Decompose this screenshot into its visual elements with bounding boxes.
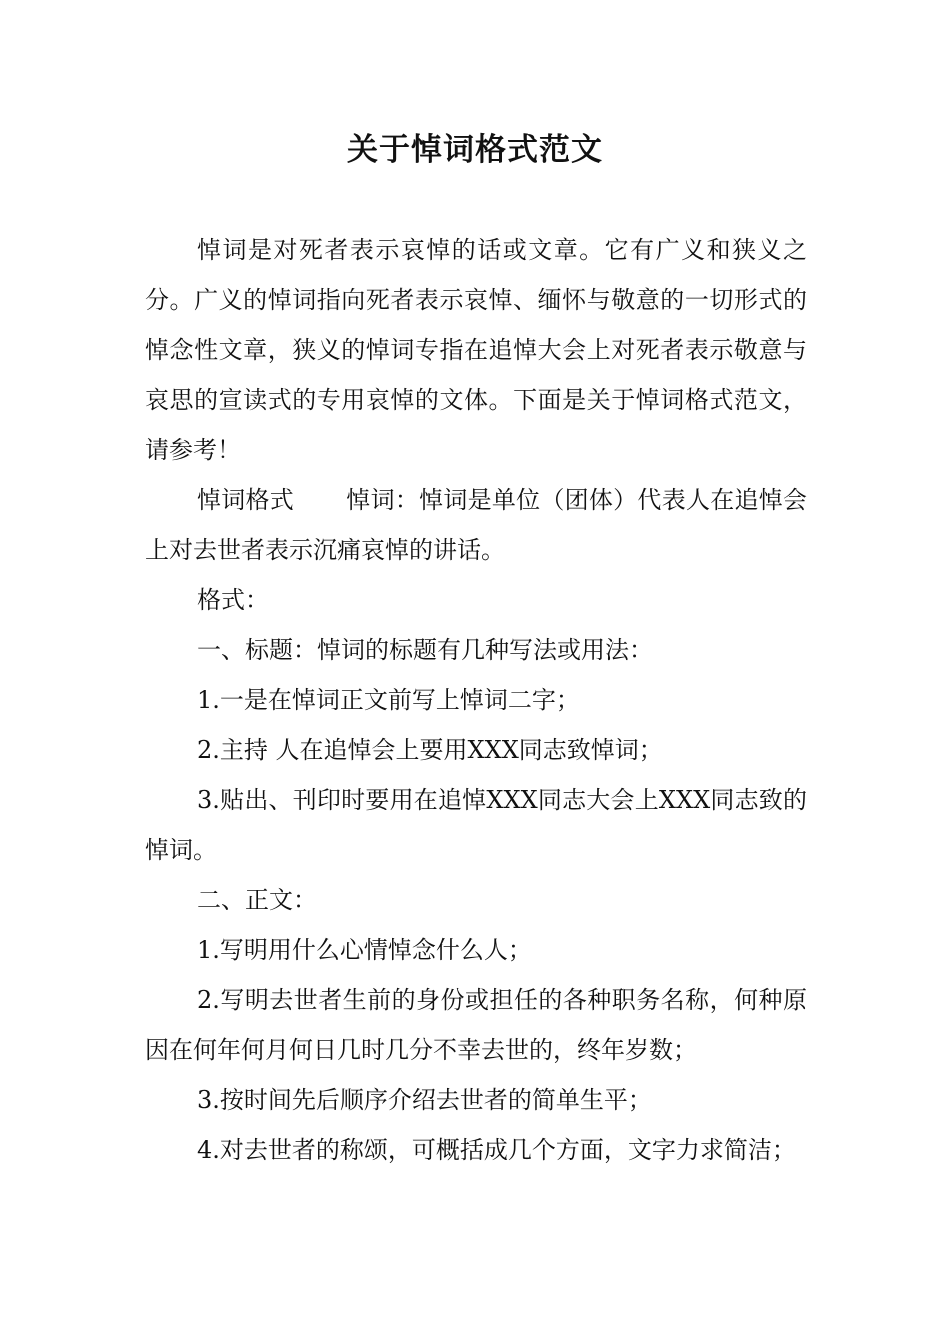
section-2-item-4: 4.对去世者的称颂，可概括成几个方面，文字力求简洁； bbox=[197, 1136, 796, 1164]
section-1-item-1: 1.一是在悼词正文前写上悼词二字； bbox=[197, 686, 580, 714]
section-1-item-2: 2.主持 人在追悼会上要用XXX同志致悼词； bbox=[197, 736, 663, 764]
definition-text: 悼词：悼词是单位（团体）代表人在追悼会上对去世者表示沉痛哀悼的讲话。 bbox=[145, 486, 808, 564]
definition-paragraph bbox=[145, 475, 807, 575]
definition-lead: 悼词格式 bbox=[197, 486, 295, 514]
intro-paragraph: 悼词是对死者表示哀悼的话或文章。它有广义和狭义之分。广义的悼词指向死者表示哀悼、缅怀与敬意的一切形式的悼念性文章，狭义的悼词专指在追悼大会上对死者表示敬意与哀思的宣读式的专用哀悼的文体。下面是关于悼词格式范文，请参考！ bbox=[145, 236, 807, 464]
section-1-item-3: 3.贴出、刊印时要用在追悼XXX同志大会上XXX同志致的悼词。 bbox=[145, 786, 807, 864]
section-2-heading: 二、正文： bbox=[197, 886, 317, 914]
section-2-item-3: 3.按时间先后顺序介绍去世者的简单生平； bbox=[197, 1086, 652, 1114]
section-2-item-2: 2.写明去世者生前的身份或担任的各种职务名称，何种原因在何年何月何日几时几分不幸去世的，终年岁数； bbox=[145, 986, 807, 1064]
section-1-heading: 一、标题：悼词的标题有几种写法或用法： bbox=[197, 636, 653, 664]
document-body bbox=[145, 225, 807, 1175]
format-label: 格式： bbox=[197, 586, 269, 614]
document-title: 关于悼词格式范文 bbox=[347, 132, 603, 168]
section-2-item-1: 1.写明用什么心情悼念什么人； bbox=[197, 936, 532, 964]
